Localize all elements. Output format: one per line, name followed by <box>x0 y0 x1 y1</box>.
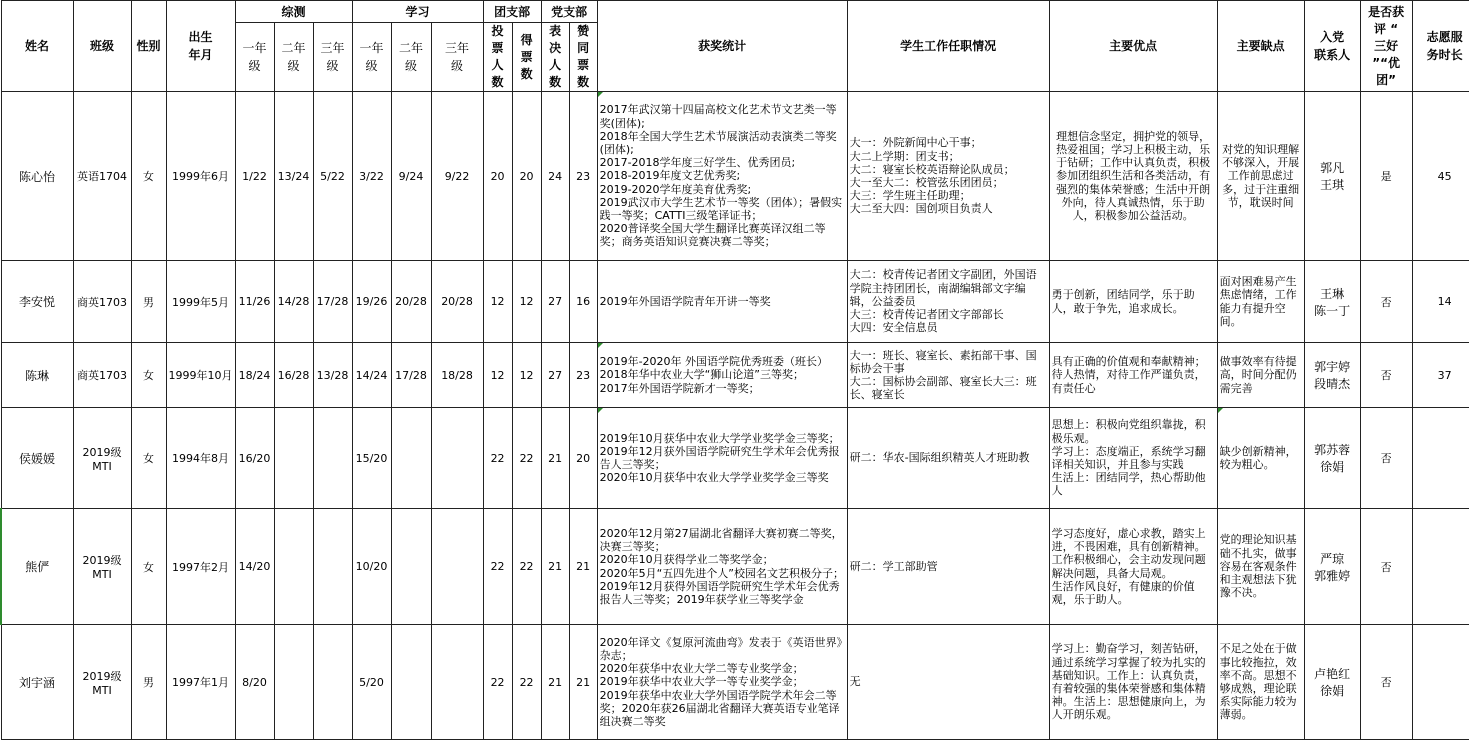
cell-league-votes-total: 22 <box>483 408 512 509</box>
cell-study-year2: 20/28 <box>391 261 431 343</box>
cell-party-agree: 21 <box>569 625 597 740</box>
cell-study-year2 <box>391 509 431 625</box>
cell-weaknesses: 对党的知识理解不够深入，开展工作前思虑过多，过于注重细节，耽误时间 <box>1217 92 1304 261</box>
cell-study-year3 <box>431 509 483 625</box>
cell-class: 商英1703 <box>73 261 131 343</box>
header-awards: 获奖统计 <box>597 1 847 92</box>
header-contact: 入党 联系人 <box>1304 1 1360 92</box>
header-row-top <box>1 1 1469 23</box>
cell-awards: 2019年10月获华中农业大学学业奖学金三等奖； 2019年12月获外国语学院研究生学术年会优秀报告人三等奖； 2020年10月获华中农业大学学业奖学金三等奖 <box>597 408 847 509</box>
cell-contact: 严琼 郭雅婷 <box>1304 509 1360 625</box>
cell-contact: 郭宇婷 段晴杰 <box>1304 343 1360 408</box>
header-gender: 性别 <box>131 1 166 92</box>
header-party-voters: 表 决 人 数 <box>541 23 569 92</box>
table-row <box>1 343 1469 408</box>
header-volunteer: 志愿服 务时长 <box>1412 1 1469 92</box>
cell-league-votes-got: 20 <box>512 92 541 261</box>
cell-class: 商英1703 <box>73 343 131 408</box>
cell-weaknesses: 党的理论知识基础不扎实，做事容易在客观条件和主观想法下犹豫不决。 <box>1217 509 1304 625</box>
cell-strengths: 思想上：积极向党组织靠拢，积极乐观。 学习上：态度端正，系统学习翻译相关知识，并且参与实践 生活上：团结同学，热心帮助他人 <box>1049 408 1217 509</box>
cell-party-voters: 27 <box>541 261 569 343</box>
cell-volunteer: 14 <box>1412 261 1469 343</box>
header-birth: 出生 年月 <box>166 1 235 92</box>
cell-comp-year1: 1/22 <box>235 92 274 261</box>
cell-awards: 2020年12月第27届湖北省翻译大赛初赛二等奖，决赛三等奖； 2020年10月获得学业二等奖学金； 2020年5月“五四先进个人”校园名文艺积极分子； 2019年12月获得外国语学院研究生学术年会优秀报告人三等奖；2019年获学业三等奖学金 <box>597 509 847 625</box>
cell-comp-year3 <box>313 408 352 509</box>
cell-honor: 是 <box>1360 92 1412 261</box>
cell-name: 侯媛媛 <box>1 408 73 509</box>
table-row <box>1 408 1469 509</box>
cell-party-agree: 23 <box>569 92 597 261</box>
header-study-year2: 二年 级 <box>391 23 431 92</box>
cell-league-votes-got: 22 <box>512 625 541 740</box>
cell-weaknesses: 面对困难易产生焦虑情绪，工作能力有提升空间。 <box>1217 261 1304 343</box>
cell-party-agree: 16 <box>569 261 597 343</box>
cell-party-voters: 27 <box>541 343 569 408</box>
header-study-year3: 三年 级 <box>431 23 483 92</box>
cell-name: 刘宇涵 <box>1 625 73 740</box>
cell-party-agree: 21 <box>569 509 597 625</box>
cell-league-votes-total: 12 <box>483 261 512 343</box>
cell-league-votes-total: 22 <box>483 509 512 625</box>
cell-comp-year3: 17/28 <box>313 261 352 343</box>
cell-class: 2019级MTI <box>73 625 131 740</box>
cell-study-year1: 19/26 <box>352 261 391 343</box>
cell-awards: 2019年外国语学院青年开讲一等奖 <box>597 261 847 343</box>
cell-league-votes-got: 12 <box>512 343 541 408</box>
cell-comp-year3 <box>313 509 352 625</box>
cell-comp-year1: 8/20 <box>235 625 274 740</box>
header-positions: 学生工作任职情况 <box>847 1 1049 92</box>
cell-weaknesses: 缺少创新精神，较为粗心。 <box>1217 408 1304 509</box>
cell-volunteer <box>1412 625 1469 740</box>
cell-strengths: 理想信念坚定，拥护党的领导，热爱祖国；学习上积极主动，乐于钻研；工作中认真负责，积极参加团组织生活和各类活动，有强烈的集体荣誉感；生活中开朗外向，待人真诚热情，乐于助人，积极参加公益活动。 <box>1049 92 1217 261</box>
cell-party-voters: 21 <box>541 625 569 740</box>
cell-study-year2: 9/24 <box>391 92 431 261</box>
cell-strengths: 具有正确的价值观和奉献精神；待人热情，对待工作严谨负责，有责任心 <box>1049 343 1217 408</box>
cell-name: 熊俨 <box>1 509 73 625</box>
header-league-votes-got: 得 票 数 <box>512 23 541 92</box>
cell-league-votes-got: 12 <box>512 261 541 343</box>
table-row <box>1 509 1469 625</box>
cell-positions: 大一：班长、寝室长、素拓部干事、国标协会干事 大二：国标协会副部、寝室长大三：班长、寝室长 <box>847 343 1049 408</box>
cell-contact: 卢艳红 徐娟 <box>1304 625 1360 740</box>
header-strengths: 主要优点 <box>1049 1 1217 92</box>
cell-awards: 2019年-2020年 外国语学院优秀班委（班长） 2018年华中农业大学“狮山论道”三等奖； 2017年外国语学院新才一等奖； <box>597 343 847 408</box>
cell-birth: 1999年10月 <box>166 343 235 408</box>
header-comp-year2: 二年 级 <box>274 23 313 92</box>
cell-weaknesses: 不足之处在于做事比较拖拉，效率不高。思想不够成熟，理论联系实际能力较为薄弱。 <box>1217 625 1304 740</box>
cell-class: 2019级MTI <box>73 408 131 509</box>
cell-comp-year1: 16/20 <box>235 408 274 509</box>
cell-positions: 研二：华农-国际组织精英人才班助教 <box>847 408 1049 509</box>
cell-strengths: 学习态度好，虚心求教，踏实上进，不畏困难，具有创新精神。 工作积极细心，会主动发现问题解决问题，具备大局观。 生活作风良好，有健康的价值观，乐于助人。 <box>1049 509 1217 625</box>
cell-honor: 否 <box>1360 261 1412 343</box>
cell-party-agree: 20 <box>569 408 597 509</box>
cell-birth: 1997年2月 <box>166 509 235 625</box>
cell-league-votes-got: 22 <box>512 408 541 509</box>
cell-honor: 否 <box>1360 408 1412 509</box>
header-class: 班级 <box>73 1 131 92</box>
table-row <box>1 625 1469 740</box>
cell-gender: 女 <box>131 509 166 625</box>
cell-positions: 无 <box>847 625 1049 740</box>
cell-gender: 女 <box>131 408 166 509</box>
table-row <box>1 261 1469 343</box>
header-weaknesses: 主要缺点 <box>1217 1 1304 92</box>
header-league: 团支部 <box>483 1 541 23</box>
cell-study-year1: 14/24 <box>352 343 391 408</box>
cell-positions: 研二：学工部助管 <box>847 509 1049 625</box>
cell-weaknesses: 做事效率有待提高，时间分配仍需完善 <box>1217 343 1304 408</box>
header-comp-year3: 三年 级 <box>313 23 352 92</box>
cell-study-year2 <box>391 408 431 509</box>
cell-comp-year2 <box>274 625 313 740</box>
header-honor: 是否获 评 “ 三好 ”“优 团” <box>1360 1 1412 92</box>
cell-comp-year2: 16/28 <box>274 343 313 408</box>
cell-comp-year2: 14/28 <box>274 261 313 343</box>
cell-awards: 2020年译文《复原河流曲弯》发表于《英语世界》杂志； 2020年获华中农业大学二等专业奖学金； 2019年获华中农业大学一等专业奖学金； 2019年获华中农业大学外国语学院学术年会二等奖；2020年获26届湖北省翻译大赛英语专业笔译组决赛二等奖 <box>597 625 847 740</box>
cell-class: 英语1704 <box>73 92 131 261</box>
cell-party-voters: 21 <box>541 408 569 509</box>
cell-awards: 2017年武汉第十四届高校文化艺术节文艺类一等奖(团体); 2018年全国大学生艺术节展演活动表演类二等奖(团体); 2017-2018学年度三好学生、优秀团员; 2018-2019年度文艺优秀奖; 2019-2020学年度美育优秀奖; 2019武汉市大学生艺术节一等奖（团体）；暑假实践一等奖；CATTI三级笔译证书； 2020普译奖全国大学生翻译比赛英译汉组二等奖；商务英语知识竞赛决赛二等奖； <box>597 92 847 261</box>
cell-study-year1: 3/22 <box>352 92 391 261</box>
cell-volunteer: 45 <box>1412 92 1469 261</box>
cell-volunteer <box>1412 509 1469 625</box>
cell-positions: 大一：外院新闻中心干事； 大二上学期：团支书； 大二：寝室长校英语辩论队成员； 大一至大二：校管弦乐团团员； 大三：学生班主任助理； 大二至大四：国创项目负责人 <box>847 92 1049 261</box>
cell-study-year3: 9/22 <box>431 92 483 261</box>
cell-comp-year3: 13/28 <box>313 343 352 408</box>
header-league-votes-total: 投 票 人 数 <box>483 23 512 92</box>
cell-contact: 郭苏蓉 徐娟 <box>1304 408 1360 509</box>
header-study-year1: 一年 级 <box>352 23 391 92</box>
header-party: 党支部 <box>541 1 597 23</box>
cell-contact: 王琳 陈一丁 <box>1304 261 1360 343</box>
cell-league-votes-total: 12 <box>483 343 512 408</box>
cell-league-votes-total: 22 <box>483 625 512 740</box>
cell-party-voters: 21 <box>541 509 569 625</box>
cell-comp-year1: 11/26 <box>235 261 274 343</box>
cell-party-agree: 23 <box>569 343 597 408</box>
cell-strengths: 学习上：勤奋学习，刻苦钻研，通过系统学习掌握了较为扎实的基础知识。工作上：认真负责，有着较强的集体荣誉感和集体精神。生活上：思想健康向上，为人开朗乐观。 <box>1049 625 1217 740</box>
cell-comp-year1: 14/20 <box>235 509 274 625</box>
cell-study-year3 <box>431 625 483 740</box>
table-row <box>1 92 1469 261</box>
cell-volunteer <box>1412 408 1469 509</box>
cell-study-year2: 17/28 <box>391 343 431 408</box>
header-comp-year1: 一年 级 <box>235 23 274 92</box>
cell-contact: 郭凡 王琪 <box>1304 92 1360 261</box>
cell-comp-year3 <box>313 625 352 740</box>
cell-league-votes-got: 22 <box>512 509 541 625</box>
cell-birth: 1999年5月 <box>166 261 235 343</box>
cell-study-year1: 5/20 <box>352 625 391 740</box>
cell-study-year3: 20/28 <box>431 261 483 343</box>
cell-comp-year1: 18/24 <box>235 343 274 408</box>
cell-gender: 男 <box>131 261 166 343</box>
cell-strengths: 勇于创新，团结同学，乐于助人，敢于争先，追求成长。 <box>1049 261 1217 343</box>
cell-name: 李安悦 <box>1 261 73 343</box>
header-name: 姓名 <box>1 1 73 92</box>
cell-league-votes-total: 20 <box>483 92 512 261</box>
cell-comp-year2 <box>274 408 313 509</box>
cell-class: 2019级MTI <box>73 509 131 625</box>
cell-birth: 1997年1月 <box>166 625 235 740</box>
cell-positions: 大二：校青传记者团文字副团，外国语学院主持团团长，南湖编辑部文字编辑，公益委员 大三：校青传记者团文字部部长 大四：安全信息员 <box>847 261 1049 343</box>
cell-birth: 1994年8月 <box>166 408 235 509</box>
header-party-agree: 赞 同 票 数 <box>569 23 597 92</box>
cell-honor: 否 <box>1360 625 1412 740</box>
cell-study-year3: 18/28 <box>431 343 483 408</box>
cell-study-year1: 15/20 <box>352 408 391 509</box>
header-comprehensive: 综测 <box>235 1 352 23</box>
cell-name: 陈琳 <box>1 343 73 408</box>
cell-honor: 否 <box>1360 509 1412 625</box>
cell-honor: 否 <box>1360 343 1412 408</box>
cell-party-voters: 24 <box>541 92 569 261</box>
cell-study-year2 <box>391 625 431 740</box>
cell-volunteer: 37 <box>1412 343 1469 408</box>
cell-comp-year2 <box>274 509 313 625</box>
header-study: 学习 <box>352 1 483 23</box>
cell-gender: 男 <box>131 625 166 740</box>
cell-study-year1: 10/20 <box>352 509 391 625</box>
cell-birth: 1999年6月 <box>166 92 235 261</box>
cell-gender: 女 <box>131 343 166 408</box>
cell-comp-year2: 13/24 <box>274 92 313 261</box>
cell-name: 陈心怡 <box>1 92 73 261</box>
cell-gender: 女 <box>131 92 166 261</box>
cell-comp-year3: 5/22 <box>313 92 352 261</box>
cell-study-year3 <box>431 408 483 509</box>
